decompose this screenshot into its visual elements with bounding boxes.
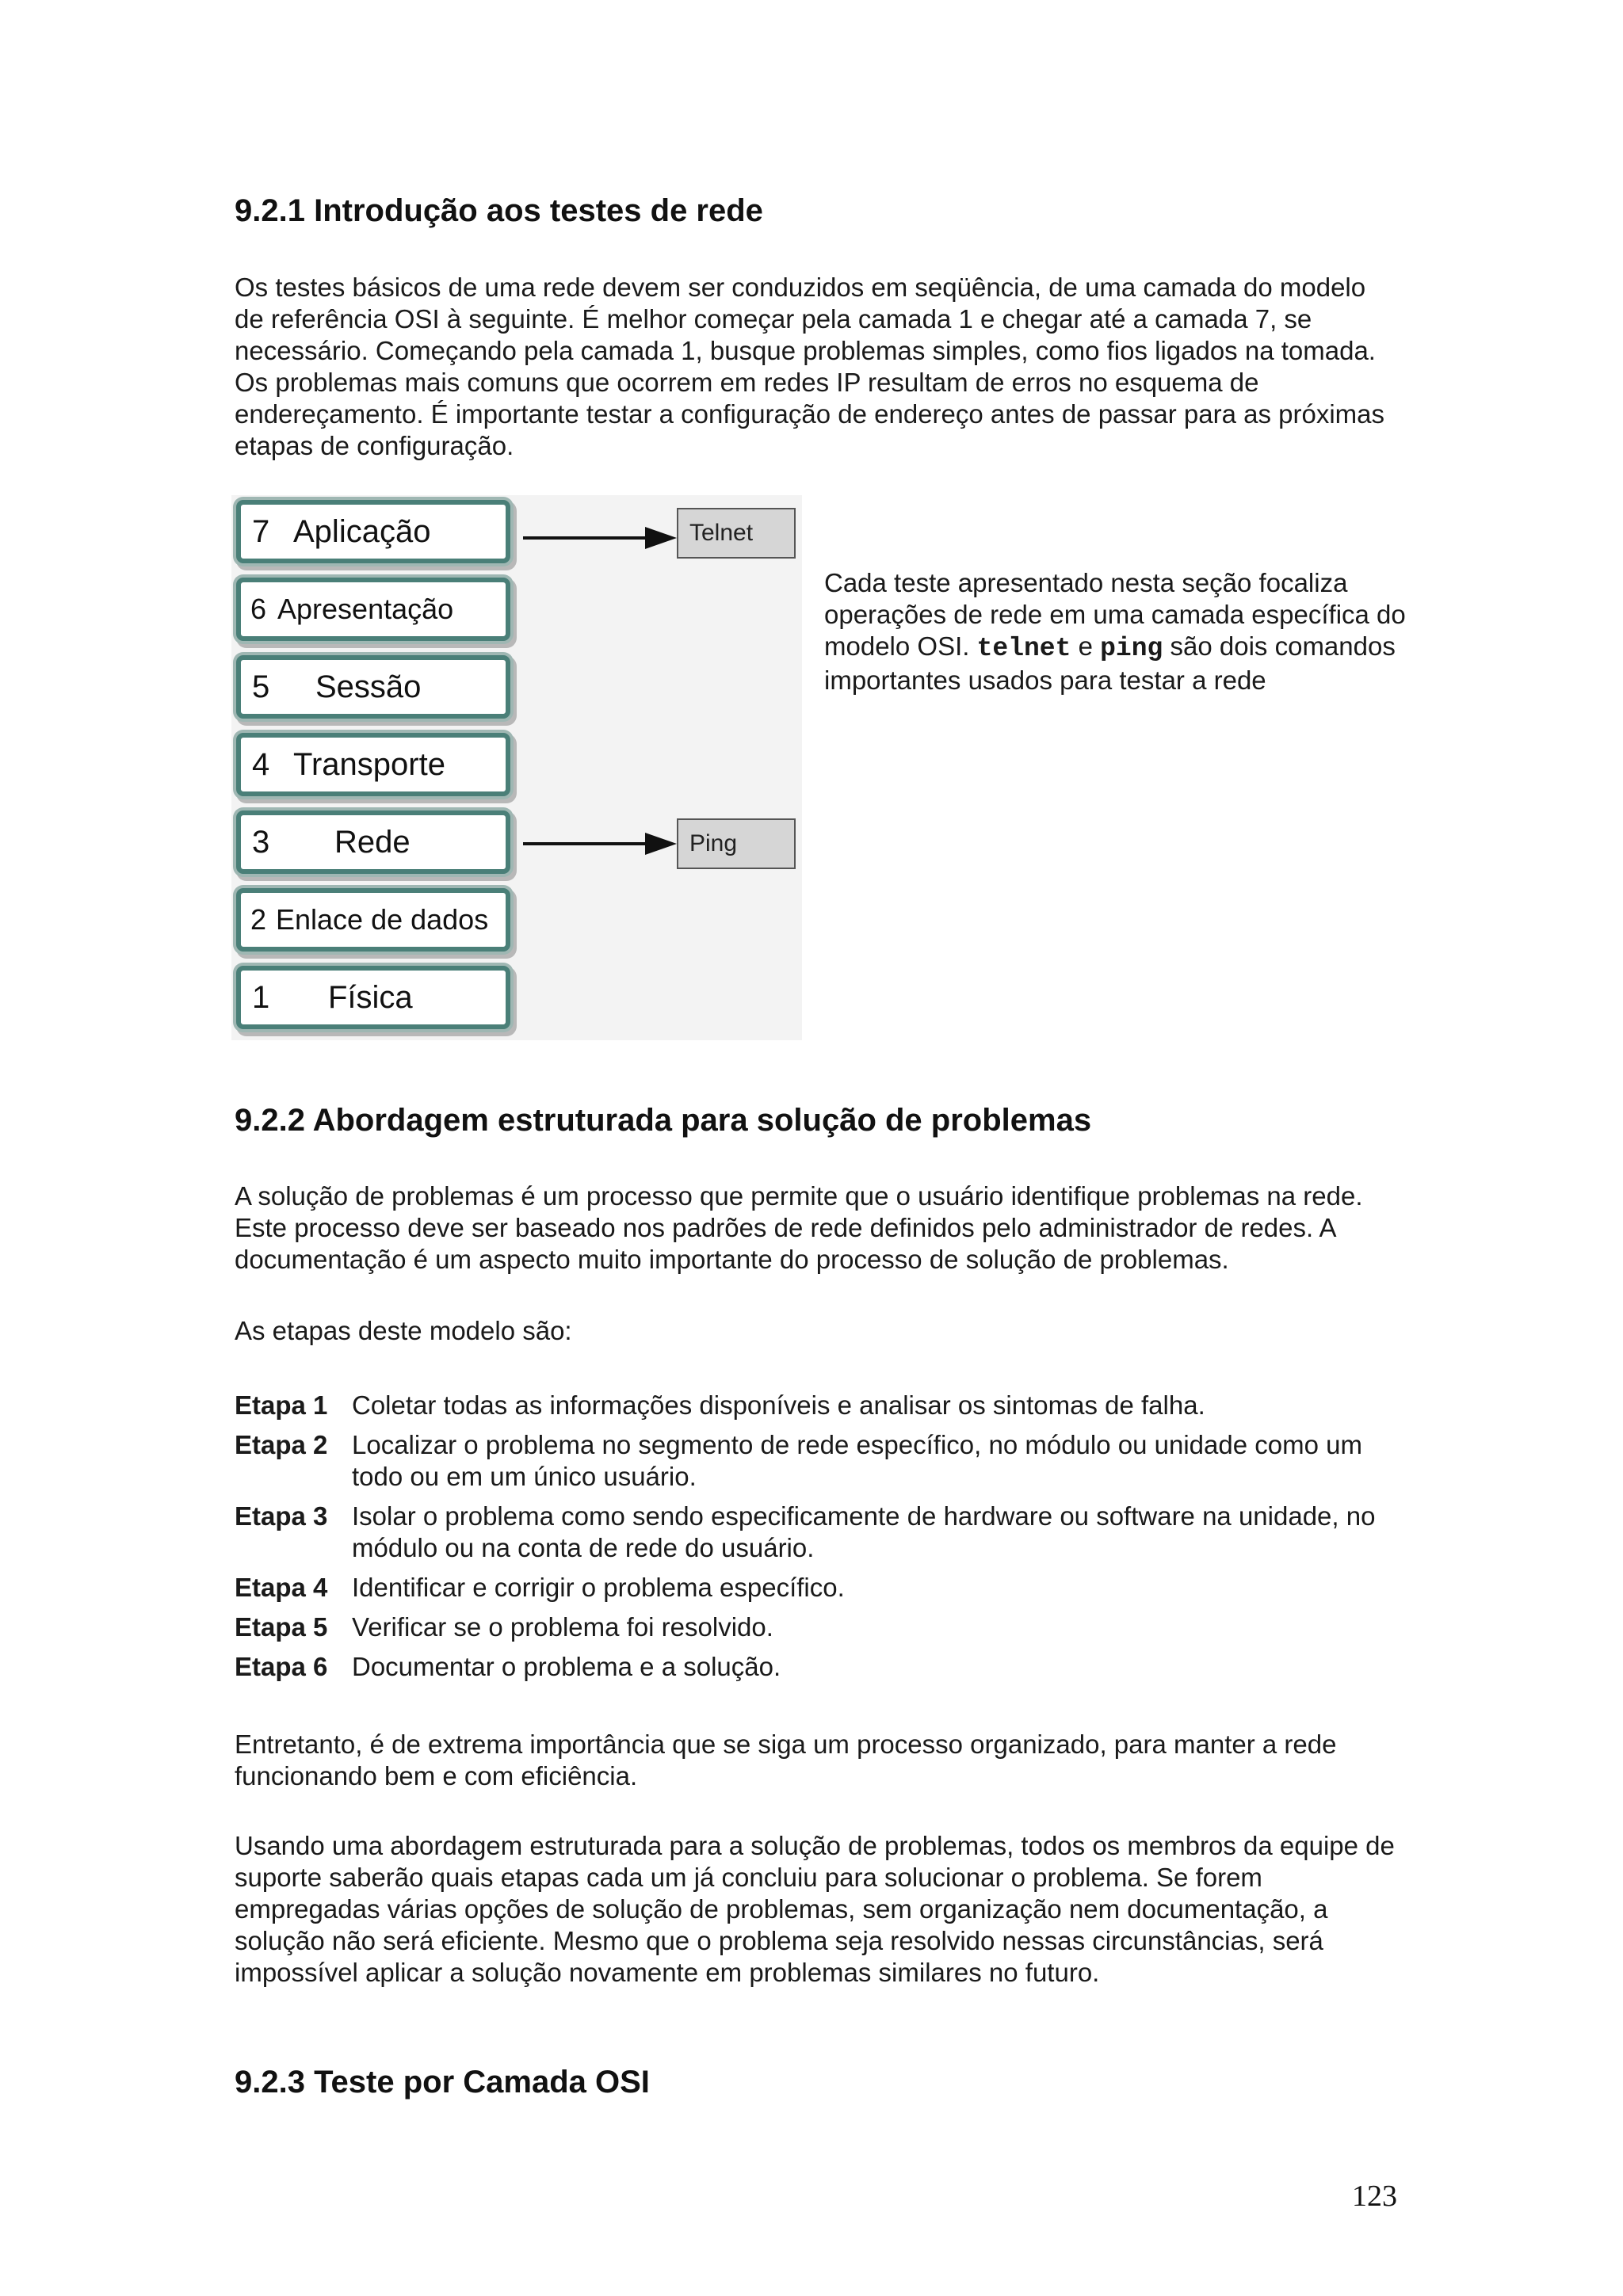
osi-layers-figure (231, 495, 802, 1040)
step-text: Coletar todas as informações disponíveis e analisar os sintomas de falha. (352, 1390, 1205, 1420)
section-heading-9-2-1: 9.2.1 Introdução aos testes de rede (235, 193, 763, 228)
telnet-arrow-line (523, 536, 650, 540)
page-number: 123 (1352, 2180, 1397, 2213)
osi-layer-6 (236, 578, 510, 641)
layer-name: Física (328, 980, 413, 1015)
layer-name: Aplicação (293, 514, 431, 549)
section-heading-9-2-3: 9.2.3 Teste por Camada OSI (235, 2065, 650, 2100)
ping-box: Ping (677, 818, 796, 869)
osi-layer-3 (236, 810, 510, 874)
step-text: Documentar o problema e a solução. (352, 1652, 781, 1681)
step-item (235, 1501, 1407, 1564)
side-note-text: Cada teste apresentado nesta seção focaliza operações de rede em uma camada específica do modelo OSI. (824, 568, 1406, 661)
steps-list (235, 1390, 1407, 1691)
step-label: Etapa 6 (235, 1652, 328, 1681)
steps-intro: As etapas deste modelo são: (235, 1316, 572, 1345)
layer-name: Enlace de dados (276, 903, 489, 936)
ping-command: ping (1100, 634, 1163, 663)
layer-name: Apresentação (277, 593, 454, 625)
layer-number: 6 (250, 593, 267, 625)
step-label: Etapa 2 (235, 1430, 328, 1459)
step-item (235, 1572, 1407, 1604)
layer-number: 4 (252, 747, 270, 782)
step-text: Isolar o problema como sendo especificamente de hardware ou software na unidade, no módulo ou na conta de rede do usuário. (352, 1501, 1376, 1562)
telnet-box: Telnet (677, 508, 796, 559)
step-item (235, 1611, 1407, 1643)
osi-layer-1 (236, 966, 510, 1029)
step-item (235, 1390, 1407, 1421)
step-label: Etapa 3 (235, 1501, 328, 1531)
troubleshooting-paragraph: A solução de problemas é um processo que permite que o usuário identifique problemas na rede. Este processo deve ser baseado nos padrões de rede definidos pelo administrador de redes. A documentação é um aspecto muito importante do processo de solução de problemas. (235, 1181, 1363, 1274)
ping-arrow-head-icon (645, 833, 677, 855)
step-label: Etapa 4 (235, 1573, 328, 1602)
step-item (235, 1429, 1407, 1493)
step-text: Localizar o problema no segmento de rede específico, no módulo ou unidade como um todo ou em um único usuário. (352, 1430, 1362, 1491)
step-label: Etapa 1 (235, 1390, 328, 1420)
osi-layer-4 (236, 733, 510, 796)
ping-arrow-line (523, 842, 650, 845)
osi-layer-5 (236, 655, 510, 719)
intro-paragraph: Os testes básicos de uma rede devem ser conduzidos em seqüência, de uma camada do modelo de referência OSI à seguinte. É melhor começar pela camada 1 e chegar até a camada 7, se necessário. Começando pela camada 1, busque problemas simples, como fios ligados na tomada. Os problemas mais comuns que ocorrem em redes IP resultam de erros no esquema de endereçamento. É importante testar a configuração de endereço antes de passar para as próximas etapas de configuração. (235, 273, 1385, 460)
step-item (235, 1651, 1407, 1683)
osi-layer-2 (236, 888, 510, 952)
section-heading-9-2-2: 9.2.2 Abordagem estruturada para solução de problemas (235, 1103, 1092, 1138)
figure-side-note (824, 567, 1411, 696)
telnet-arrow-head-icon (645, 527, 677, 549)
step-label: Etapa 5 (235, 1612, 328, 1642)
organized-process-paragraph: Entretanto, é de extrema importância que se siga um processo organizado, para manter a rede funcionando bem e com eficiência. (235, 1730, 1337, 1791)
layer-name: Rede (334, 825, 411, 860)
layer-name: Sessão (315, 669, 422, 704)
layer-number: 1 (252, 980, 270, 1015)
step-text: Identificar e corrigir o problema específico. (352, 1573, 845, 1602)
layer-name: Transporte (293, 747, 445, 782)
layer-number: 3 (252, 825, 270, 860)
step-text: Verificar se o problema foi resolvido. (352, 1612, 773, 1642)
side-note-text-end: são dois comandos importantes usados para testar a rede (824, 631, 1396, 695)
layer-number: 7 (252, 514, 270, 549)
layer-number: 2 (250, 903, 267, 936)
side-note-conjunction: e (1071, 631, 1101, 661)
structured-approach-paragraph: Usando uma abordagem estruturada para a solução de problemas, todos os membros da equipe de suporte saberão quais etapas cada um já concluiu para solucionar o problema. Se forem empregadas várias opções de solução de problemas, sem organização nem documentação, a solução não será eficiente. Mesmo que o problema seja resolvido nessas circunstâncias, será impossível aplicar a solução novamente em problemas similares no futuro. (235, 1831, 1395, 1987)
layer-number: 5 (252, 669, 270, 704)
osi-layer-7 (236, 500, 510, 563)
telnet-command: telnet (976, 634, 1071, 663)
